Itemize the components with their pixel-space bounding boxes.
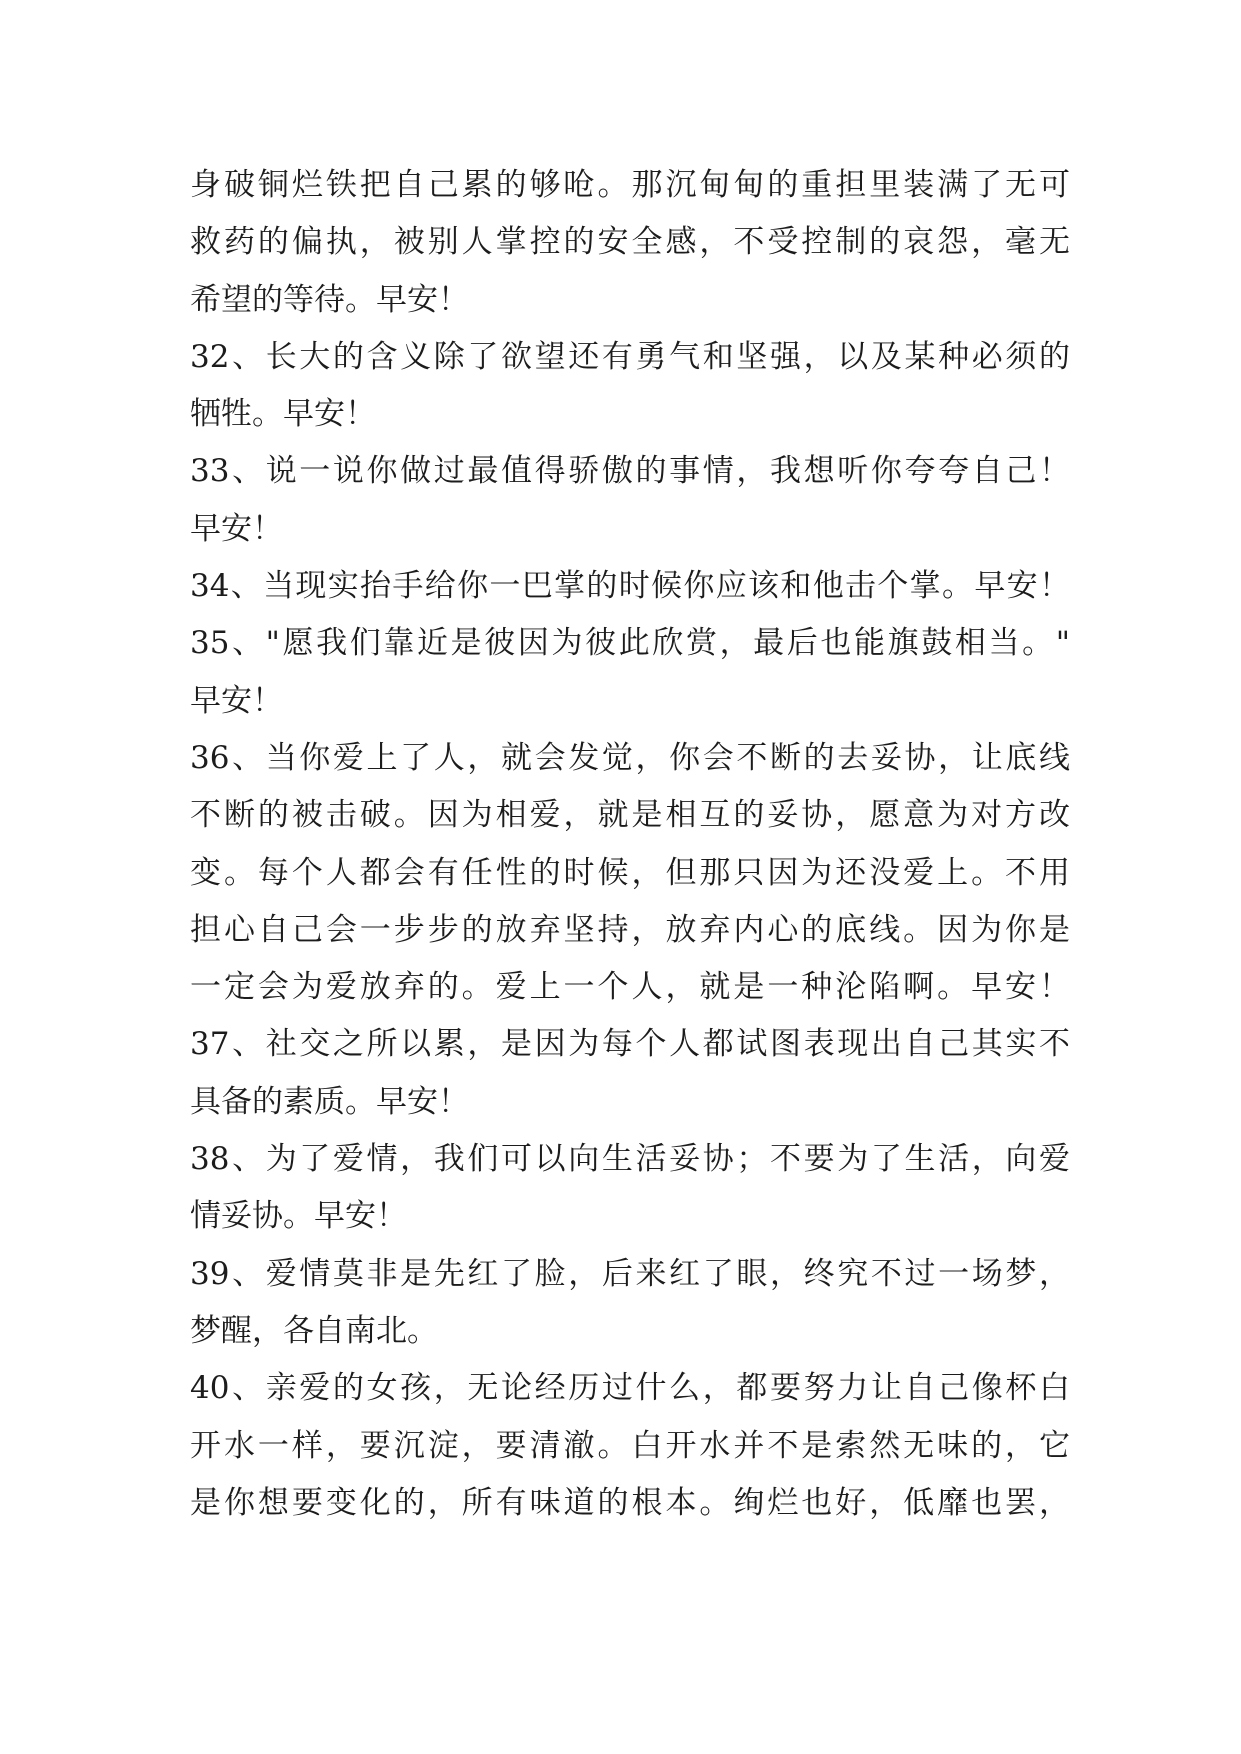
text-line: 32、长大的含义除了欲望还有勇气和坚强，以及某种必须的 — [190, 338, 1070, 375]
text-line: 33、说一说你做过最值得骄傲的事情，我想听你夸夸自己！ — [190, 453, 1070, 490]
text-line: 39、爱情莫非是先红了脸，后来红了眼，终究不过一场梦， — [190, 1255, 1070, 1292]
text-line: 变。每个人都会有任性的时候，但那只因为还没爱上。不用 — [190, 854, 1070, 891]
text-line: 35、"愿我们靠近是彼因为彼此欣赏，最后也能旗鼓相当。" — [190, 625, 1070, 662]
text-line: 34、当现实抬手给你一巴掌的时候你应该和他击个掌。早安！ — [190, 568, 1070, 605]
text-line: 是你想要变化的，所有味道的根本。绚烂也好，低靡也罢， — [190, 1484, 1070, 1521]
text-line: 不断的被击破。因为相爱，就是相互的妥协，愿意为对方改 — [190, 797, 1070, 834]
text-line: 情妥协。早安！ — [190, 1198, 407, 1235]
text-line: 希望的等待。早安！ — [190, 281, 469, 318]
body-text — [190, 157, 1070, 1532]
text-line: 牺牲。早安！ — [190, 396, 376, 433]
text-line: 具备的素质。早安！ — [190, 1083, 469, 1120]
text-line: 早安！ — [190, 682, 283, 719]
text-line: 担心自己会一步步的放弃坚持，放弃内心的底线。因为你是 — [190, 911, 1070, 948]
text-line: 救药的偏执，被别人掌控的安全感，不受控制的哀怨，毫无 — [190, 224, 1070, 261]
text-line: 一定会为爱放弃的。爱上一个人，就是一种沦陷啊。早安！ — [190, 969, 1070, 1006]
text-line: 早安！ — [190, 510, 283, 547]
text-line: 梦醒，各自南北。 — [190, 1312, 438, 1349]
text-line: 37、社交之所以累，是因为每个人都试图表现出自己其实不 — [190, 1026, 1070, 1063]
text-line: 38、为了爱情，我们可以向生活妥协；不要为了生活，向爱 — [190, 1141, 1070, 1178]
text-line: 身破铜烂铁把自己累的够呛。那沉甸甸的重担里装满了无可 — [190, 167, 1070, 203]
text-line: 36、当你爱上了人，就会发觉，你会不断的去妥协，让底线 — [190, 739, 1070, 776]
text-line: 开水一样，要沉淀，要清澈。白开水并不是索然无味的，它 — [190, 1427, 1070, 1464]
text-line: 40、亲爱的女孩，无论经历过什么，都要努力让自己像杯白 — [190, 1370, 1070, 1407]
